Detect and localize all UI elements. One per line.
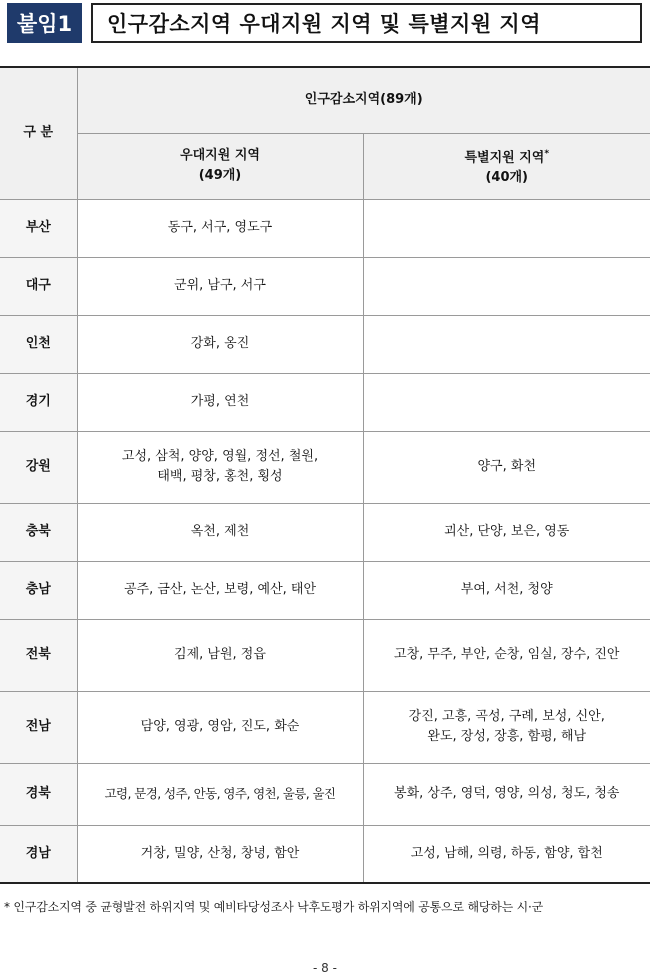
- preferred-regions: [77, 431, 363, 503]
- table-row: [0, 619, 650, 691]
- special-regions-line: 부여, 서천, 청양: [460, 582, 553, 597]
- special-header-count: (40개): [485, 170, 529, 186]
- region-table: [0, 66, 650, 884]
- special-header: [363, 133, 650, 199]
- preferred-regions-line: 강화, 옹진: [190, 336, 250, 351]
- table-row: [0, 373, 650, 431]
- region-name: 전북: [0, 619, 77, 691]
- special-regions: [363, 199, 650, 257]
- page-title: 인구감소지역 우대지원 지역 및 특별지원 지역: [91, 3, 642, 43]
- special-regions-line: 괴산, 단양, 보은, 영동: [444, 524, 570, 539]
- special-regions-line: 양구, 화천: [477, 459, 536, 474]
- table-row: [0, 561, 650, 619]
- preferred-regions-line: 공주, 금산, 논산, 보령, 예산, 태안: [123, 582, 317, 597]
- preferred-regions-line: 담양, 영광, 영암, 진도, 화순: [140, 719, 300, 734]
- table-row: [0, 691, 650, 763]
- region-name: 인천: [0, 315, 77, 373]
- special-header-label: 특별지원 지역: [464, 150, 545, 166]
- preferred-header-count: (49개): [198, 168, 242, 183]
- preferred-regions: [77, 561, 363, 619]
- region-name: 충북: [0, 503, 77, 561]
- category-header: 구 분: [0, 67, 77, 199]
- table-row: [0, 257, 650, 315]
- preferred-regions-line: 옥천, 제천: [190, 524, 250, 539]
- preferred-regions: [77, 691, 363, 763]
- preferred-regions-line: 태백, 평창, 홍천, 횡성: [157, 469, 283, 484]
- preferred-regions: [77, 763, 363, 825]
- special-regions: [363, 373, 650, 431]
- special-regions: [363, 315, 650, 373]
- preferred-header: [77, 133, 363, 199]
- special-regions: [363, 619, 650, 691]
- preferred-regions-line: 거창, 밀양, 산청, 창녕, 함안: [140, 845, 300, 861]
- preferred-regions: [77, 199, 363, 257]
- table-row: [0, 825, 650, 883]
- preferred-regions-line: 군위, 남구, 서구: [174, 278, 266, 293]
- footnote: * 인구감소지역 중 균형발전 하위지역 및 예비타당성조사 낙후도평가 하위지역에 공통으로 해당하는 시·군: [4, 900, 544, 914]
- preferred-header-label: 우대지원 지역: [180, 148, 260, 163]
- preferred-regions-line: 고성, 삼척, 양양, 영월, 정선, 철원,: [121, 449, 319, 464]
- special-header-mark: *: [544, 148, 550, 159]
- table-row: [0, 431, 650, 503]
- preferred-regions: [77, 619, 363, 691]
- region-name: 경기: [0, 373, 77, 431]
- preferred-regions: [77, 825, 363, 883]
- region-name: 충남: [0, 561, 77, 619]
- special-regions: [363, 825, 650, 883]
- region-name: 경북: [0, 763, 77, 825]
- special-regions: [363, 763, 650, 825]
- page-header: [7, 3, 642, 43]
- special-regions-line: 완도, 장성, 장흥, 함평, 해남: [427, 729, 587, 744]
- preferred-regions: [77, 315, 363, 373]
- preferred-regions: [77, 503, 363, 561]
- table-row: [0, 315, 650, 373]
- preferred-regions-line: 가평, 연천: [190, 394, 250, 409]
- table-row: [0, 199, 650, 257]
- special-regions: [363, 257, 650, 315]
- region-name: 부산: [0, 199, 77, 257]
- special-regions-line: 봉화, 상주, 영덕, 영양, 의성, 청도, 청송: [394, 786, 620, 801]
- special-regions: [363, 561, 650, 619]
- special-regions: [363, 691, 650, 763]
- special-regions-line: 고성, 남해, 의령, 하동, 함양, 합천: [410, 845, 603, 861]
- region-name: 전남: [0, 691, 77, 763]
- special-regions: [363, 503, 650, 561]
- table-row: [0, 503, 650, 561]
- preferred-regions-line: 김제, 남원, 정읍: [174, 647, 266, 662]
- page-number: - 8 -: [313, 961, 337, 975]
- special-regions-line: 고창, 무주, 부안, 순창, 임실, 장수, 진안: [394, 647, 620, 662]
- attachment-badge: 붙임1: [7, 3, 82, 43]
- group-header: 인구감소지역(89개): [77, 67, 650, 133]
- region-name: 대구: [0, 257, 77, 315]
- special-regions-line: 강진, 고흥, 곡성, 구례, 보성, 신안,: [408, 709, 605, 724]
- preferred-regions: [77, 257, 363, 315]
- special-regions: [363, 431, 650, 503]
- preferred-regions-line: 고령, 문경, 성주, 안동, 영주, 영천, 울릉, 울진: [104, 786, 336, 801]
- preferred-regions: [77, 373, 363, 431]
- preferred-regions-line: 동구, 서구, 영도구: [167, 220, 273, 235]
- region-name: 경남: [0, 825, 77, 883]
- table-row: [0, 763, 650, 825]
- region-name: 강원: [0, 431, 77, 503]
